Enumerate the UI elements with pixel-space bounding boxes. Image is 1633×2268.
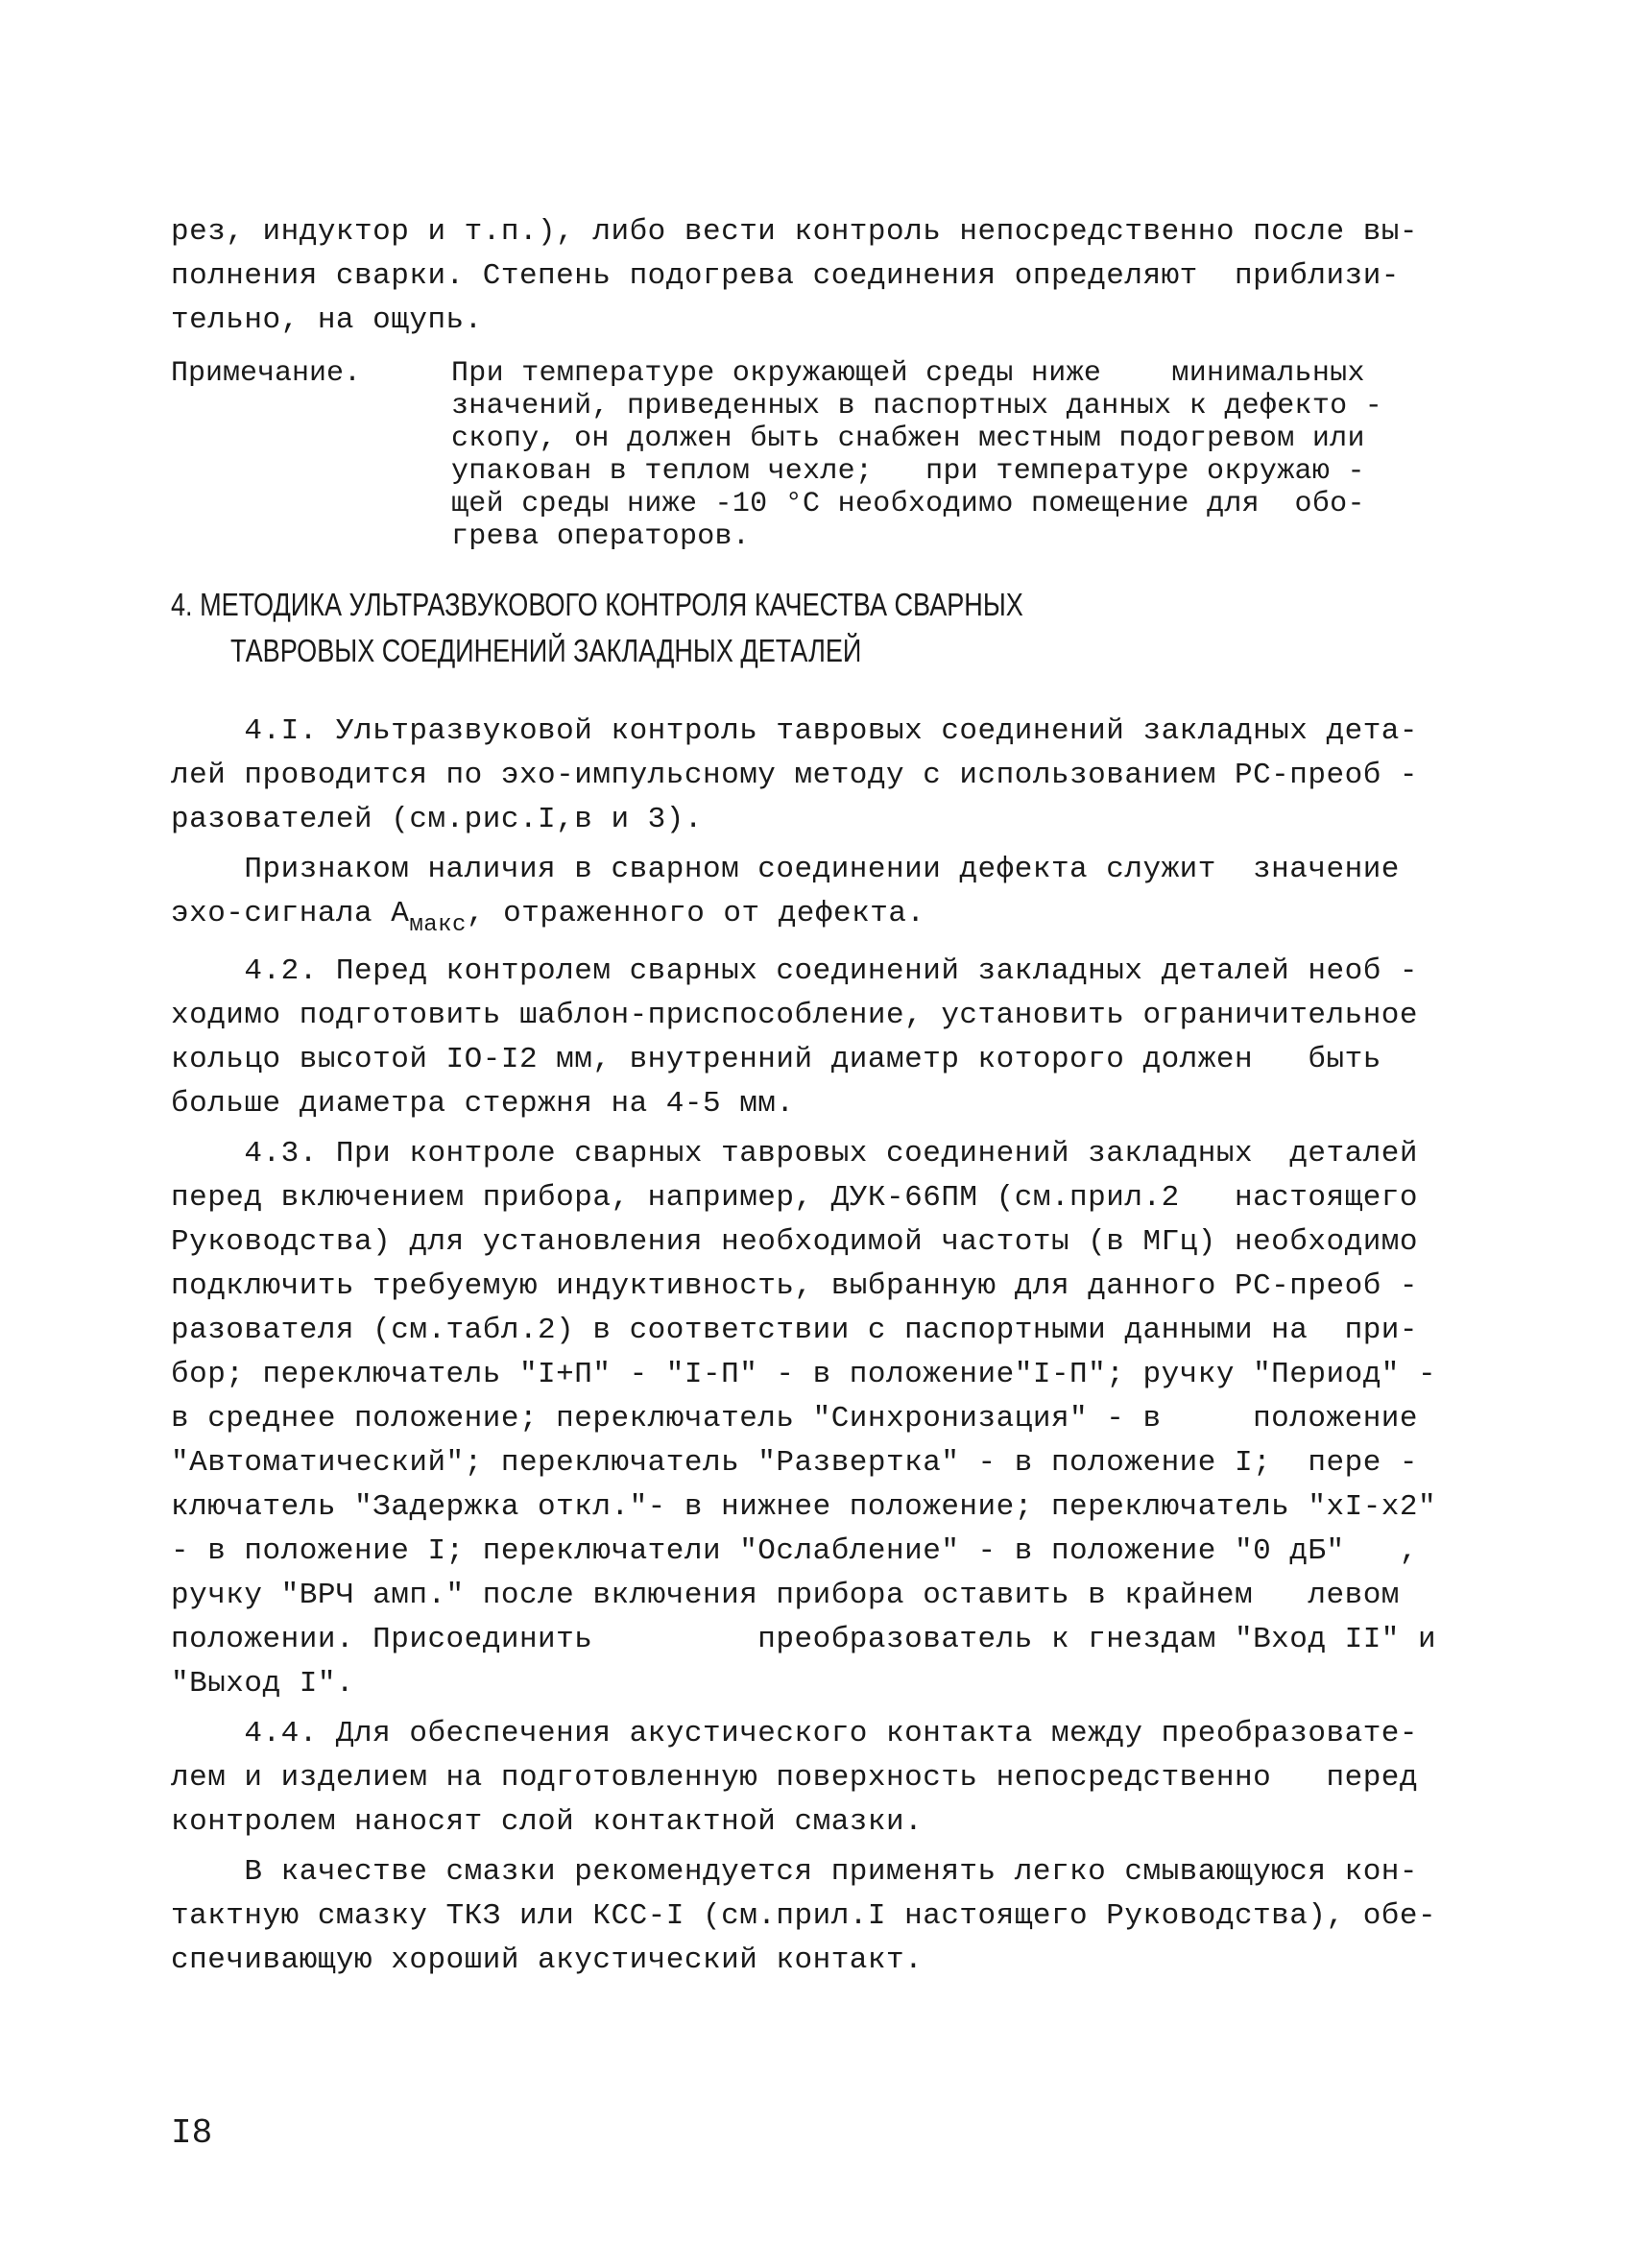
echo-signal-line <box>171 895 925 938</box>
body-line-17: ключатель "Задержка откл."- в нижнее положение; переключатель "xI-x2" <box>171 1490 1437 1524</box>
body-line-14: бор; переключатель "I+П" - "I-П" - в положение"I-П"; ручку "Период" - <box>171 1358 1437 1391</box>
body-line-6: ходимо подготовить шаблон-приспособление, установить ограничительное <box>171 999 1419 1032</box>
body-line-8: больше диаметра стержня на 4-5 мм. <box>171 1087 795 1121</box>
body-line-23: лем и изделием на подготовленную поверхность непосредственно перед <box>171 1761 1419 1795</box>
body-line-13: разователя (см.табл.2) в соответствии с паспортными данными на при- <box>171 1314 1419 1347</box>
body-line-16: "Автоматический"; переключатель "Развертка" - в положение I; пере - <box>171 1446 1419 1480</box>
body-line-26: тактную смазку ТКЗ или КСС-I (см.прил.I настоящего Руководства), обе- <box>171 1899 1437 1933</box>
body-line-20: положении. Присоединить преобразователь к гнездам "Вход II" и <box>171 1623 1437 1656</box>
body-line-15: в среднее положение; переключатель "Синхронизация" - в положение <box>171 1402 1419 1436</box>
body-line-27: спечивающую хороший акустический контакт. <box>171 1943 924 1977</box>
body-line-1: 4.I. Ультразвуковой контроль тавровых соединений закладных дета- <box>171 714 1419 748</box>
body-line-22: 4.4. Для обеспечения акустического контакта между преобразовате- <box>171 1717 1419 1750</box>
top-paragraph-line-2: полнения сварки. Степень подогрева соединения определяют приблизи- <box>171 259 1400 293</box>
body-line-4: Признаком наличия в сварном соединении дефекта служит значение <box>171 853 1400 886</box>
note-line-3: скопу, он должен быть снабжен местным подогревом или <box>451 422 1365 455</box>
body-line-2: лей проводится по эхо-импульсному методу с использованием РС-преоб - <box>171 759 1419 792</box>
echo-line-suffix: , отраженного от дефекта. <box>466 897 925 930</box>
body-line-18: - в положение I; переключатели "Ослабление" - в положение "0 дБ" , <box>171 1534 1419 1568</box>
section-heading-line-1: 4. МЕТОДИКА УЛЬТРАЗВУКОВОГО КОНТРОЛЯ КАЧЕСТВА СВАРНЫХ <box>171 587 1023 622</box>
body-line-11: Руководства) для установления необходимой частоты (в МГц) необходимо <box>171 1225 1419 1259</box>
note-line-1: При температуре окружающей среды ниже минимальных <box>451 357 1365 390</box>
body-line-25: В качестве смазки рекомендуется применять легко смывающуюся кон- <box>171 1855 1419 1889</box>
section-heading-line-2: ТАВРОВЫХ СОЕДИНЕНИЙ ЗАКЛАДНЫХ ДЕТАЛЕЙ <box>230 633 862 668</box>
body-line-10: перед включением прибора, например, ДУК-66ПМ (см.прил.2 настоящего <box>171 1181 1419 1215</box>
note-label: Примечание. <box>171 357 362 390</box>
note-line-4: упакован в теплом чехле; при температуре окружаю - <box>451 455 1365 488</box>
body-line-9: 4.3. При контроле сварных тавровых соединений закладных деталей <box>171 1137 1419 1170</box>
body-line-24: контролем наносят слой контактной смазки. <box>171 1805 924 1839</box>
note-line-6: грева операторов. <box>451 520 751 553</box>
top-paragraph-line-3: тельно, на ощупь. <box>171 303 483 337</box>
body-line-5: 4.2. Перед контролем сварных соединений закладных деталей необ - <box>171 954 1419 988</box>
body-line-21: "Выход I". <box>171 1667 355 1701</box>
body-line-7: кольцо высотой IO-I2 мм, внутренний диаметр которого должен быть <box>171 1043 1381 1076</box>
echo-line-subscript: макс <box>409 912 467 938</box>
echo-line-prefix: эхо-сигнала A <box>171 897 410 930</box>
note-line-5: щей среды ниже -10 °С необходимо помещение для обо- <box>451 488 1365 520</box>
page-number: I8 <box>171 2113 213 2153</box>
top-paragraph-line-1: рез, индуктор и т.п.), либо вести контроль непосредственно после вы- <box>171 215 1419 249</box>
body-line-3: разователей (см.рис.I,в и 3). <box>171 803 703 836</box>
note-line-2: значений, приведенных в паспортных данных к дефекто - <box>451 390 1383 422</box>
body-line-19: ручку "ВРЧ амп." после включения прибора оставить в крайнем левом <box>171 1579 1400 1612</box>
body-line-12: подключить требуемую индуктивность, выбранную для данного РС-преоб - <box>171 1269 1419 1303</box>
